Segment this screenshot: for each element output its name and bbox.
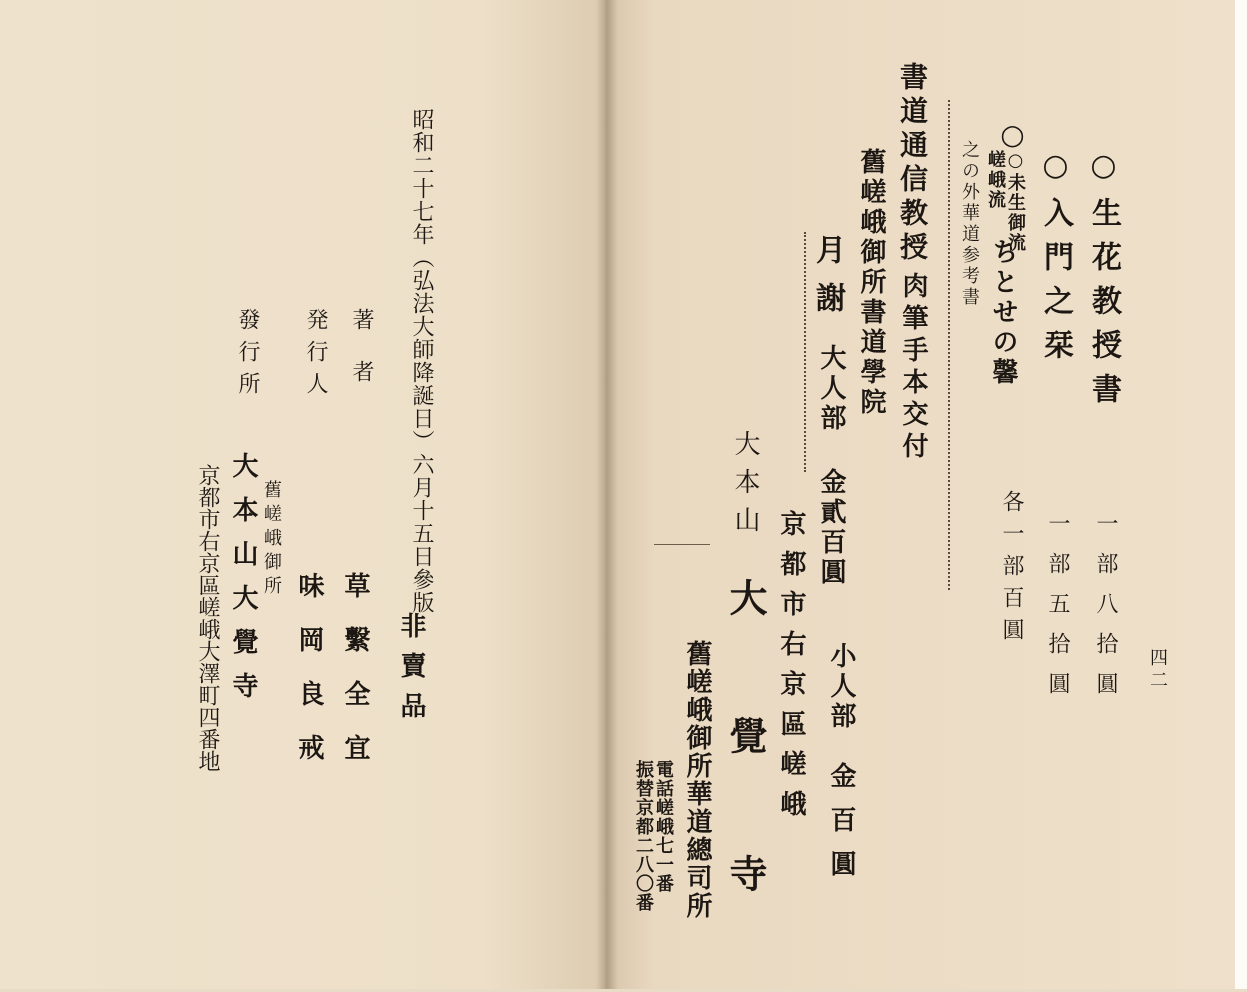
publisher-address: 京都市右京區嵯峨	[776, 510, 806, 830]
course-title: 書道通信教授	[896, 62, 929, 266]
office-address: 京都市右京區嵯峨大澤町四番地	[195, 464, 220, 772]
left-page	[0, 0, 605, 989]
transfer-account: 振替京都二八〇番	[633, 760, 654, 912]
book-gutter	[596, 0, 618, 989]
divider-dotted	[804, 232, 806, 472]
office-label: 發行所	[235, 308, 260, 404]
listing-title: ○生花教授書	[1086, 148, 1121, 417]
page-number: 四二	[1147, 648, 1168, 692]
listing-title: ちとせの馨	[988, 238, 1018, 388]
publisher-name: 味岡良戒	[294, 572, 324, 788]
divider-dotted	[948, 100, 950, 590]
course-subtitle: 肉筆手本交付	[898, 272, 928, 464]
fee-amount: 金百圓	[826, 762, 856, 894]
publisher-label: 発行人	[303, 308, 328, 404]
publication-date: 昭和二十七年（弘法大師降誕日）六月十五日參版	[409, 108, 434, 614]
fee-category: 大人部	[816, 344, 846, 434]
listing-title: ○入門之栞	[1038, 148, 1073, 373]
divider-line	[654, 544, 710, 545]
fee-label: 月謝	[810, 234, 845, 330]
listing-marker: ○	[996, 118, 1029, 165]
fee-category: 小人部	[826, 642, 856, 732]
organization-name: 舊嵯峨御所華道總司所	[682, 640, 712, 920]
listing-price: 一部五拾圓	[1045, 512, 1070, 712]
office-prefix: 舊嵯峨御所	[261, 480, 282, 600]
fee-amount: 金貳百圓	[816, 468, 846, 588]
temple-name: 大覺寺	[723, 578, 768, 992]
listing-subtitle: 嵯峨流	[985, 150, 1006, 210]
school-name: 舊嵯峨御所書道學院	[856, 148, 886, 418]
page-edge	[1235, 0, 1247, 989]
temple-prefix: 大本山	[730, 430, 760, 544]
listing-note: 之の外華道参考書	[959, 140, 980, 308]
listing-subtitle: ○未生御流	[1005, 150, 1026, 253]
not-for-sale: 非賣品	[396, 612, 426, 732]
author-name: 草繫全宜	[340, 572, 370, 788]
listing-price: 一部八拾圓	[1093, 512, 1118, 712]
phone-number: 電話嵯峨七一番	[653, 760, 674, 893]
author-label: 著者	[349, 308, 374, 412]
office-name: 大本山大覺寺	[228, 452, 258, 716]
listing-price: 各一部百圓	[999, 490, 1024, 650]
